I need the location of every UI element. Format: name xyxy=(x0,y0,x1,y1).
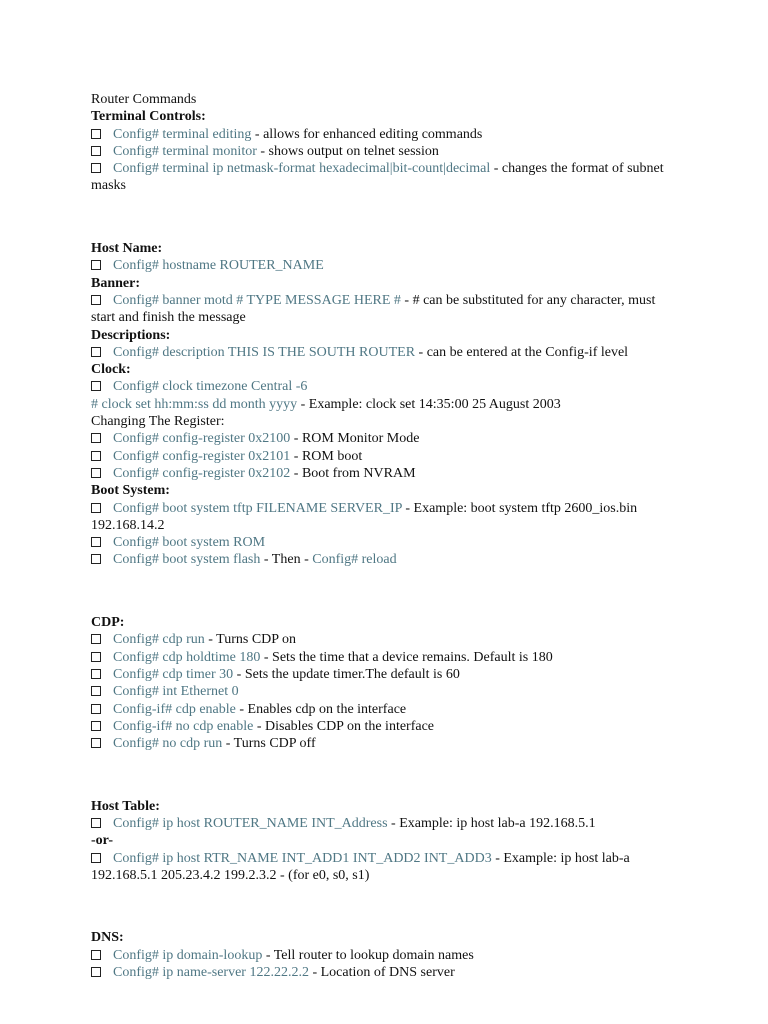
command-text: Config# boot system flash xyxy=(113,552,261,568)
checkbox-icon xyxy=(91,163,101,173)
command-text: Config# ip name-server 122.22.2.2 xyxy=(113,965,309,981)
command-description: - Turns CDP off xyxy=(222,736,316,752)
checkbox-icon xyxy=(91,129,101,139)
command-text: Config# int Ethernet 0 xyxy=(113,684,239,700)
checkbox-icon xyxy=(91,652,101,662)
command-text: Config# boot system ROM xyxy=(113,535,266,551)
section-heading: Banner: xyxy=(91,275,140,291)
command-item xyxy=(91,126,673,143)
command-text: Config# cdp timer 30 xyxy=(113,666,234,682)
command-item xyxy=(91,815,673,832)
command-description: - Example: clock set 14:35:00 25 August 2003 xyxy=(297,396,561,412)
command-item xyxy=(91,631,673,648)
command-description: - Example: ip host lab-a 192.168.5.1 205.23.4.2 199.2.3.2 - (for e0, s0, s1) xyxy=(91,850,630,883)
command-description: - Enables cdp on the interface xyxy=(235,701,407,717)
checkbox-icon xyxy=(91,295,101,305)
command-text: Config# config-register 0x2102 xyxy=(113,465,291,481)
command-description: - Disables CDP on the interface xyxy=(253,718,435,734)
command-text: Config# cdp holdtime 180 xyxy=(113,649,261,665)
command-description: - changes the format of subnet masks xyxy=(91,161,664,194)
command-text: Config# terminal editing xyxy=(113,126,252,142)
checkbox-icon xyxy=(91,669,101,679)
command-item xyxy=(91,344,673,361)
text-line: Changing The Register: xyxy=(91,414,225,430)
checkbox-icon xyxy=(91,146,101,156)
command-description: - ROM Monitor Mode xyxy=(290,431,420,447)
section-heading: Terminal Controls: xyxy=(91,109,206,125)
command-description: - allows for enhanced editing commands xyxy=(251,126,483,142)
section-heading: Host Table: xyxy=(91,798,160,814)
command-text: Config# reload xyxy=(312,552,397,568)
command-description: - Tell router to lookup domain names xyxy=(262,947,474,963)
command-line xyxy=(91,396,673,413)
command-item xyxy=(91,735,673,752)
command-text: Config# no cdp run xyxy=(113,736,223,752)
command-description: - Example: boot system tftp 2600_ios.bin 192.168.14.2 xyxy=(91,500,638,533)
section-heading: DNS: xyxy=(91,930,124,946)
checkbox-icon xyxy=(91,721,101,731)
blank-line xyxy=(91,583,673,600)
command-text: Config# config-register 0x2101 xyxy=(113,448,291,464)
command-description: - ROM boot xyxy=(290,448,363,464)
command-description: - Then - xyxy=(260,552,313,568)
command-item xyxy=(91,850,673,885)
command-text: Config# banner motd # TYPE MESSAGE HERE # xyxy=(113,292,401,308)
checkbox-icon xyxy=(91,468,101,478)
checkbox-icon xyxy=(91,634,101,644)
command-text: Config# terminal monitor xyxy=(113,143,257,159)
checkbox-icon xyxy=(91,853,101,863)
command-description: - shows output on telnet session xyxy=(256,143,439,159)
section-heading: Descriptions: xyxy=(91,327,171,343)
checkbox-icon xyxy=(91,347,101,357)
document-body xyxy=(91,91,673,981)
section-heading: Host Name: xyxy=(91,241,163,257)
command-description: - Boot from NVRAM xyxy=(290,465,416,481)
blank-line xyxy=(91,898,673,915)
command-text: Config# hostname ROUTER_NAME xyxy=(113,258,324,274)
command-item xyxy=(91,551,673,568)
command-item xyxy=(91,701,673,718)
checkbox-icon xyxy=(91,260,101,270)
checkbox-icon xyxy=(91,686,101,696)
blank-line xyxy=(91,209,673,226)
command-item xyxy=(91,430,673,447)
command-item xyxy=(91,465,673,482)
checkbox-icon xyxy=(91,950,101,960)
command-item xyxy=(91,378,673,395)
command-text: Config# ip domain-lookup xyxy=(113,947,263,963)
command-item xyxy=(91,143,673,160)
command-text: Config# config-register 0x2100 xyxy=(113,431,291,447)
command-description: - Sets the update timer.The default is 60 xyxy=(233,666,460,682)
command-description: - Turns CDP on xyxy=(204,632,297,648)
command-item xyxy=(91,257,673,274)
blank-line xyxy=(91,766,673,783)
checkbox-icon xyxy=(91,537,101,547)
command-list xyxy=(91,108,673,981)
command-description: - can be entered at the Config-if level xyxy=(415,344,629,360)
command-text: Config-if# cdp enable xyxy=(113,701,236,717)
section-heading: Boot System: xyxy=(91,483,170,499)
command-text: Config# ip host ROUTER_NAME INT_Address xyxy=(113,815,388,831)
command-item xyxy=(91,683,673,700)
checkbox-icon xyxy=(91,967,101,977)
command-text: Config-if# no cdp enable xyxy=(113,718,254,734)
section-heading: -or- xyxy=(91,833,114,849)
command-item xyxy=(91,947,673,964)
command-item xyxy=(91,500,673,535)
command-description: - Sets the time that a device remains. Default is 180 xyxy=(260,649,553,665)
checkbox-icon xyxy=(91,704,101,714)
document-title: Router Commands xyxy=(91,92,197,107)
command-description: - Location of DNS server xyxy=(308,965,455,981)
checkbox-icon xyxy=(91,818,101,828)
section-heading: CDP: xyxy=(91,615,125,631)
command-item xyxy=(91,448,673,465)
command-item xyxy=(91,649,673,666)
command-item xyxy=(91,534,673,551)
command-text: Config# ip host RTR_NAME INT_ADD1 INT_ADD2 INT_ADD3 xyxy=(113,850,492,866)
command-text: Config# boot system tftp FILENAME SERVER_IP xyxy=(113,500,402,516)
command-text: Config# terminal ip netmask-format hexadecimal|bit-count|decimal xyxy=(113,161,491,177)
command-item xyxy=(91,160,673,195)
command-text: Config# cdp run xyxy=(113,632,205,648)
command-text: Config# clock timezone Central -6 xyxy=(113,379,308,395)
section-heading: Clock: xyxy=(91,362,131,378)
command-description: - Example: ip host lab-a 192.168.5.1 xyxy=(387,815,596,831)
checkbox-icon xyxy=(91,554,101,564)
checkbox-icon xyxy=(91,503,101,513)
checkbox-icon xyxy=(91,381,101,391)
command-text: Config# description THIS IS THE SOUTH ROUTER xyxy=(113,344,416,360)
command-item xyxy=(91,964,673,981)
command-description: - # can be substituted for any character, must start and finish the message xyxy=(91,292,656,326)
command-item xyxy=(91,292,673,327)
checkbox-icon xyxy=(91,451,101,461)
command-text: # clock set hh:mm:ss dd month yyyy xyxy=(91,396,298,412)
command-item xyxy=(91,718,673,735)
checkbox-icon xyxy=(91,433,101,443)
checkbox-icon xyxy=(91,738,101,748)
command-item xyxy=(91,666,673,683)
